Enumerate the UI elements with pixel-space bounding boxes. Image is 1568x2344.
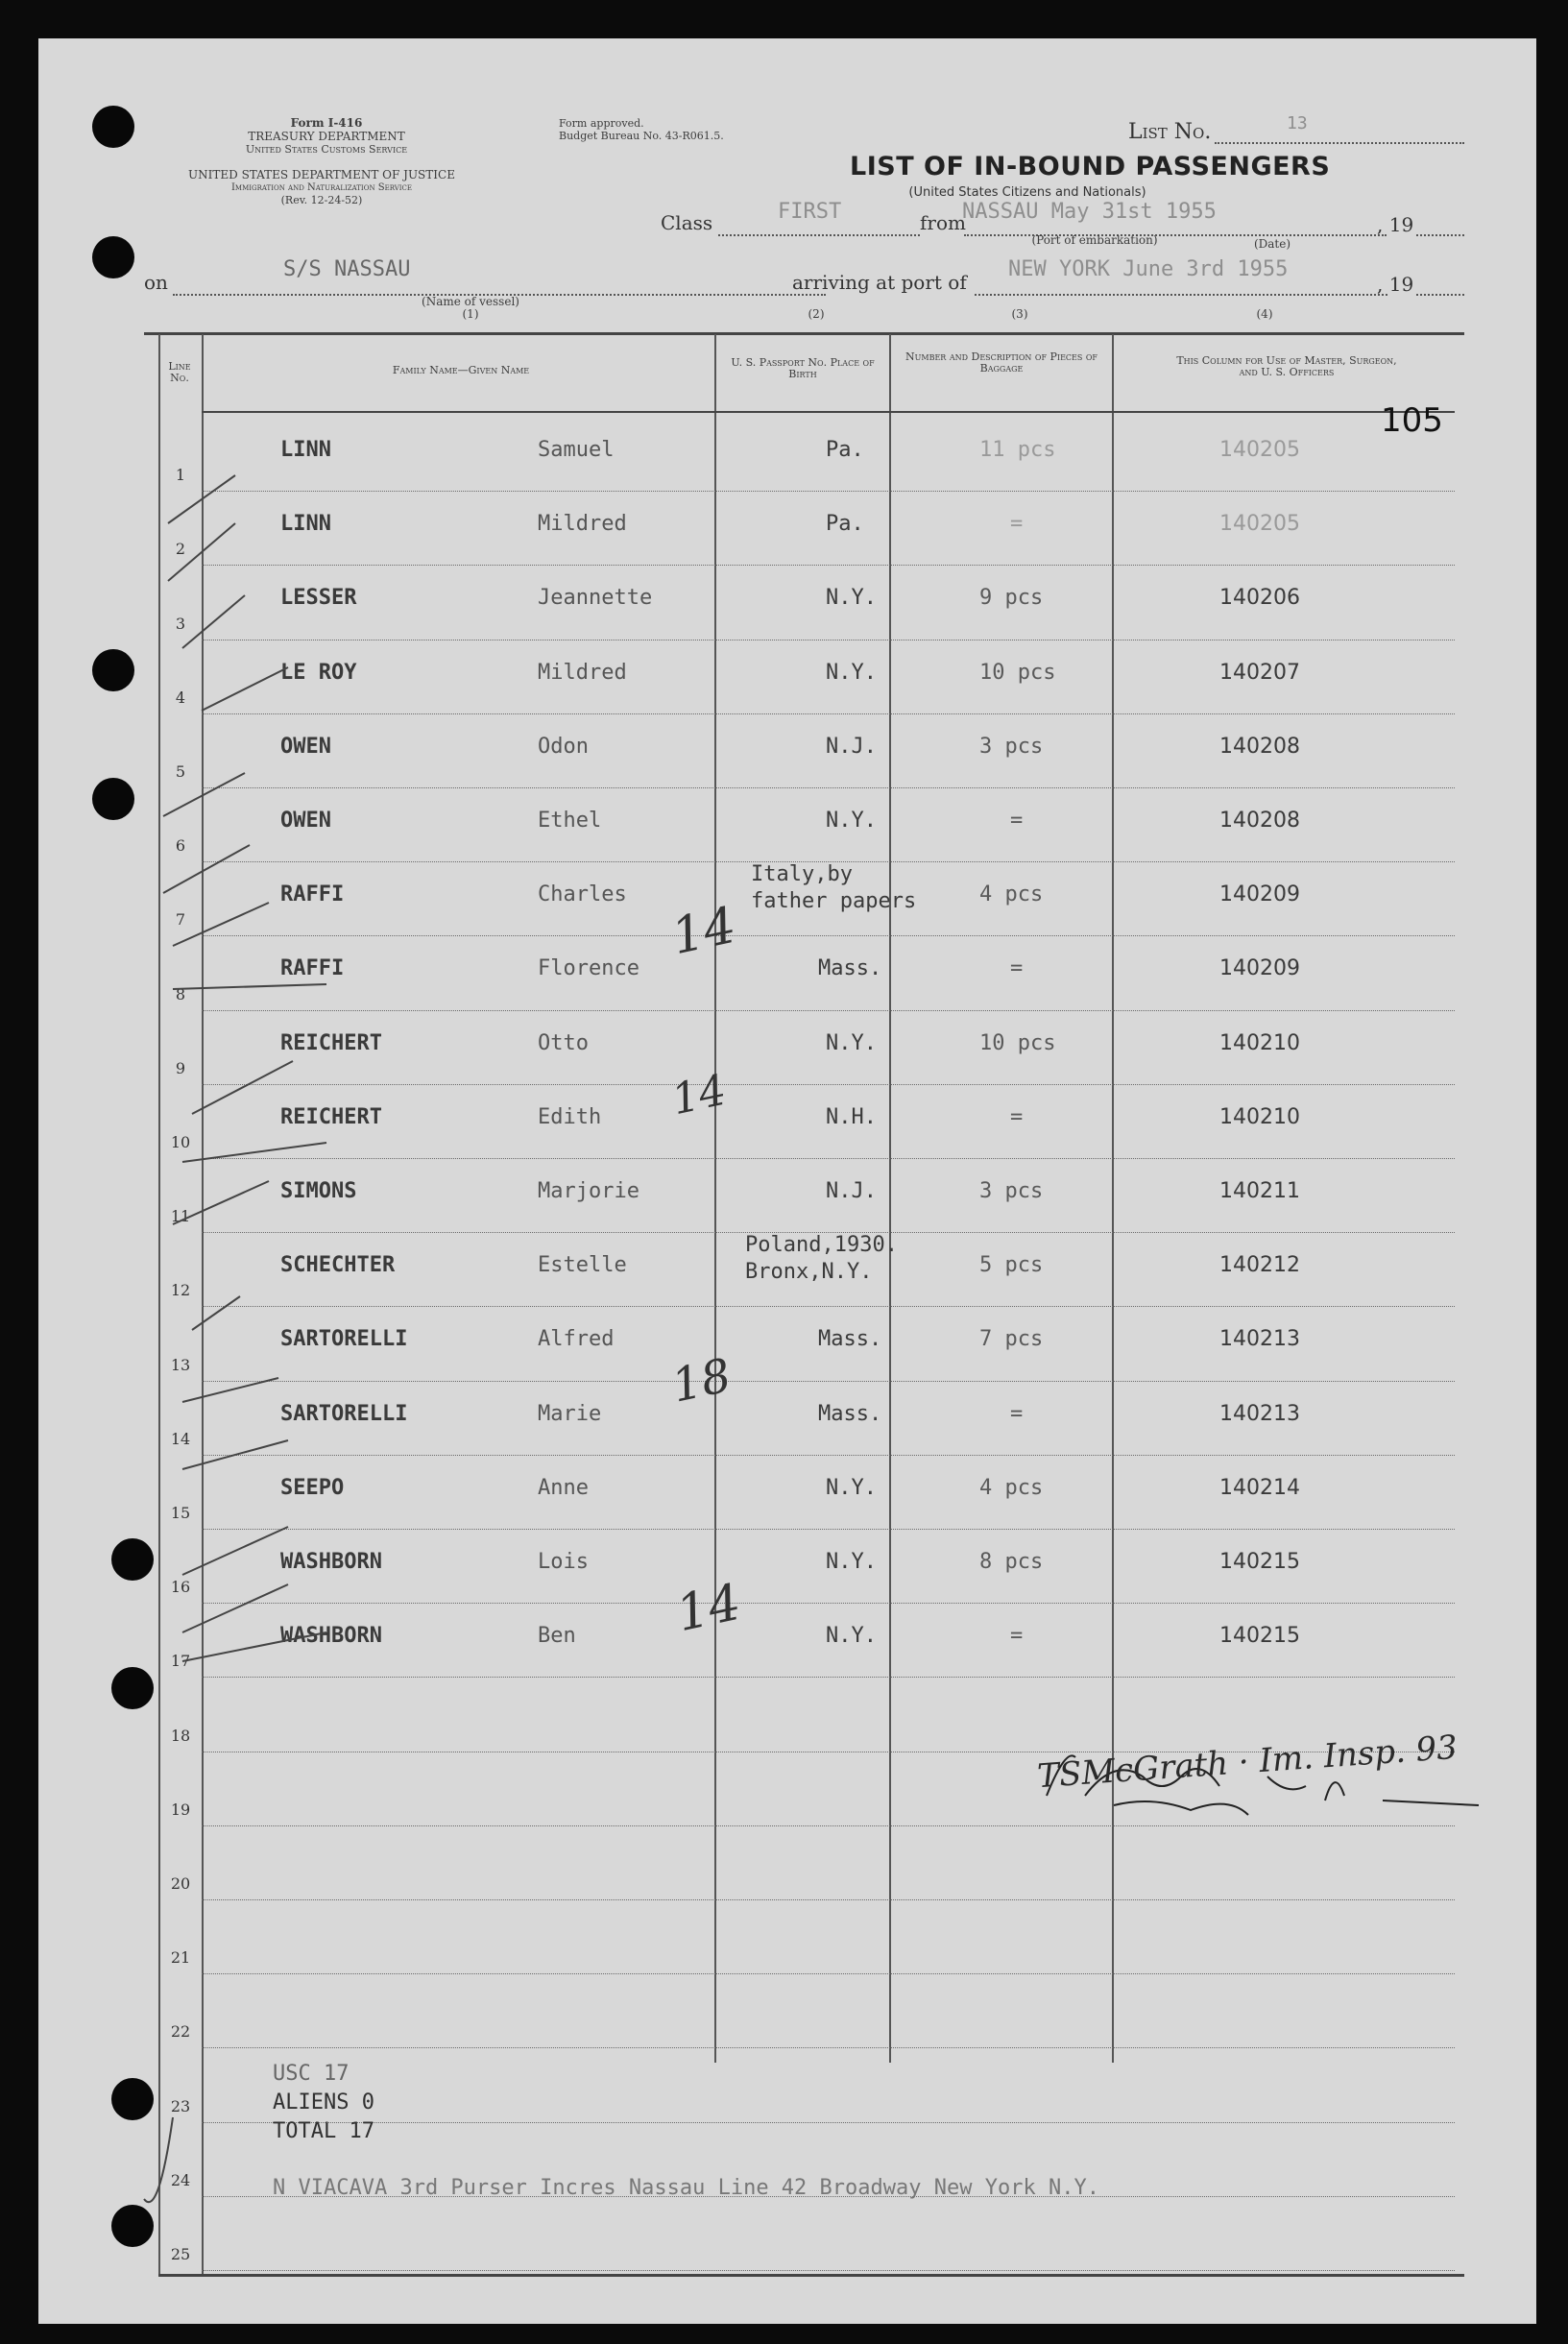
col-marker-1: (1): [462, 307, 479, 321]
page-subtitle: (United States Citizens and Nationals): [908, 185, 1146, 200]
passenger-given-name: Ben: [538, 1624, 576, 1649]
passenger-surname: WASHBORN: [280, 1624, 382, 1649]
passenger-given-name: Otto: [538, 1030, 589, 1055]
officer-number: 140213: [1219, 1327, 1300, 1352]
line-number: 19: [170, 1800, 191, 1819]
place-of-birth: N.J.: [826, 1179, 877, 1203]
place-of-birth: Mass.: [818, 1327, 882, 1352]
totals-aliens: ALIENS 0: [273, 2090, 374, 2114]
form-approved: Form approved.: [559, 117, 644, 130]
place-of-birth: N.J.: [826, 734, 877, 759]
line-number: 22: [170, 2022, 191, 2042]
page-number: 105: [1381, 401, 1443, 440]
year-label-1: , 19: [1377, 213, 1414, 236]
officer-number: 140205: [1219, 512, 1300, 537]
place-of-birth: Mass.: [818, 956, 882, 981]
line-number: 23: [170, 2096, 191, 2115]
list-no-value: 13: [1287, 113, 1308, 133]
passenger-given-name: Mildred: [538, 660, 627, 685]
place-of-birth: N.Y.: [826, 586, 877, 611]
revision-date: (Rev. 12-24-52): [280, 194, 363, 206]
from-value: NASSAU May 31st 1955: [962, 200, 1217, 224]
baggage-pieces: =: [1010, 512, 1024, 537]
officer-number: 140209: [1219, 956, 1300, 981]
passenger-given-name: Samuel: [538, 438, 615, 462]
officer-number: 140207: [1219, 660, 1300, 685]
baggage-pieces: 10 pcs: [979, 660, 1056, 685]
date-caption: (Date): [1253, 237, 1291, 251]
purser-line: N VIACAVA 3rd Purser Incres Nassau Line 42 Broadway New York N.Y.: [273, 2176, 1099, 2200]
baggage-pieces: =: [1010, 1401, 1024, 1426]
passenger-given-name: Alfred: [538, 1327, 615, 1352]
checkmark-strokes: [38, 38, 1536, 2324]
place-of-birth: N.Y.: [826, 1030, 877, 1055]
officer-number: 140214: [1219, 1475, 1300, 1500]
passenger-given-name: Florence: [538, 956, 639, 981]
passenger-surname: WASHBORN: [280, 1550, 382, 1574]
col-header-officers: This Column for Use of Master, Surgeon, and U. S. Officers: [1176, 354, 1397, 378]
line-number: 16: [170, 1578, 191, 1597]
passenger-surname: SARTORELLI: [280, 1327, 408, 1352]
line-number: 20: [170, 1874, 191, 1893]
line-number: 2: [175, 540, 186, 559]
baggage-pieces: =: [1010, 956, 1024, 981]
handwritten-mark-16: 14: [671, 1573, 746, 1644]
line-number: 18: [170, 1726, 191, 1745]
col-marker-2: (2): [808, 307, 825, 321]
col-header-line-no: Line No.: [168, 360, 191, 384]
line-number: 17: [170, 1652, 191, 1671]
officer-number: 140212: [1219, 1253, 1300, 1278]
line-number: 14: [170, 1429, 191, 1448]
baggage-pieces: 3 pcs: [979, 734, 1044, 759]
passenger-given-name: Ethel: [538, 809, 602, 833]
vessel-caption: (Name of vessel): [422, 295, 519, 308]
passenger-surname: LE ROY: [280, 660, 357, 685]
baggage-pieces: =: [1010, 1104, 1024, 1129]
passenger-surname: SCHECHTER: [280, 1253, 396, 1278]
place-of-birth: Mass.: [818, 1401, 882, 1426]
officer-number: 140206: [1219, 586, 1300, 611]
vessel-value: S/S NASSAU: [283, 257, 411, 281]
baggage-pieces: 10 pcs: [979, 1030, 1056, 1055]
handwritten-mark-9: 14: [667, 1065, 731, 1125]
officer-number: 140210: [1219, 1104, 1300, 1129]
handwritten-mark-13: 18: [666, 1348, 736, 1414]
line-number: 10: [170, 1133, 191, 1151]
col-marker-4: (4): [1256, 307, 1273, 321]
department-of-justice: UNITED STATES DEPARTMENT OF JUSTICE: [188, 168, 455, 181]
officer-number: 140215: [1219, 1624, 1300, 1649]
line-number: 3: [175, 614, 186, 633]
passenger-surname: REICHERT: [280, 1030, 382, 1055]
customs-service: United States Customs Service: [245, 143, 408, 156]
baggage-pieces: 8 pcs: [979, 1550, 1044, 1574]
passenger-surname: RAFFI: [280, 956, 345, 981]
signature-label: TSMcGrath · Im. Insp. 93: [1036, 1728, 1459, 1797]
baggage-pieces: 4 pcs: [979, 1475, 1044, 1500]
passenger-given-name: Marjorie: [538, 1179, 639, 1203]
line-number: 11: [170, 1207, 191, 1226]
line-number: 1: [175, 466, 186, 485]
line-number: 9: [175, 1058, 186, 1077]
baggage-pieces: 5 pcs: [979, 1253, 1044, 1278]
immigration-service: Immigration and Naturalization Service: [230, 182, 413, 193]
passenger-surname: LINN: [280, 512, 331, 537]
port-embarkation-caption: (Port of embarkation): [1031, 233, 1158, 247]
budget-bureau: Budget Bureau No. 43-R061.5.: [559, 130, 724, 142]
place-of-birth: Pa.: [826, 512, 864, 537]
treasury-department: TREASURY DEPARTMENT: [248, 130, 405, 143]
passenger-surname: SEEPO: [280, 1475, 345, 1500]
line-number: 7: [175, 910, 186, 930]
passenger-given-name: Charles: [538, 882, 627, 907]
line-number: 15: [170, 1504, 191, 1522]
passenger-given-name: Edith: [538, 1104, 602, 1129]
page-title: LIST OF IN-BOUND PASSENGERS: [850, 152, 1331, 181]
place-of-birth: N.Y.: [826, 1550, 877, 1574]
from-label: from: [920, 211, 966, 234]
line-number: 13: [170, 1355, 191, 1374]
baggage-pieces: 7 pcs: [979, 1327, 1044, 1352]
passenger-surname: SARTORELLI: [280, 1401, 408, 1426]
officer-number: 140205: [1219, 438, 1300, 462]
totals-usc: USC 17: [273, 2062, 350, 2086]
handwritten-mark-7: 14: [666, 896, 741, 967]
line-number: 12: [170, 1281, 191, 1300]
officer-number: 140208: [1219, 734, 1300, 759]
passenger-given-name: Mildred: [538, 512, 627, 537]
passenger-surname: RAFFI: [280, 882, 345, 907]
officer-number: 140209: [1219, 882, 1300, 907]
passenger-given-name: Odon: [538, 734, 589, 759]
officer-number: 140211: [1219, 1179, 1300, 1203]
place-of-birth: Poland,1930. Bronx,N.Y.: [745, 1233, 898, 1285]
col-header-passport: U. S. Passport No. Place of Birth: [731, 356, 875, 380]
baggage-pieces: 9 pcs: [979, 586, 1044, 611]
baggage-pieces: 11 pcs: [979, 438, 1056, 462]
place-of-birth: N.Y.: [826, 1475, 877, 1500]
place-of-birth: N.Y.: [826, 809, 877, 833]
list-no-label: List No.: [1128, 120, 1212, 144]
line-number: 5: [175, 762, 186, 781]
officer-number: 140210: [1219, 1030, 1300, 1055]
baggage-pieces: 4 pcs: [979, 882, 1044, 907]
col-header-name: Family Name—Given Name: [392, 364, 530, 376]
passenger-surname: SIMONS: [280, 1179, 357, 1203]
line-number: 25: [170, 2245, 191, 2263]
passenger-given-name: Anne: [538, 1475, 589, 1500]
place-of-birth: N.Y.: [826, 660, 877, 685]
class-label: Class: [661, 211, 713, 234]
baggage-pieces: =: [1010, 809, 1024, 833]
baggage-pieces: =: [1010, 1624, 1024, 1649]
passenger-surname: LINN: [280, 438, 331, 462]
passenger-given-name: Jeannette: [538, 586, 653, 611]
on-label: on: [144, 271, 168, 294]
totals-total: TOTAL 17: [273, 2119, 374, 2143]
col-header-baggage: Number and Description of Pieces of Baggage: [905, 350, 1098, 375]
col-marker-3: (3): [1011, 307, 1028, 321]
officer-number: 140208: [1219, 809, 1300, 833]
document-page: [38, 38, 1536, 2324]
place-of-birth: N.Y.: [826, 1624, 877, 1649]
passenger-surname: OWEN: [280, 809, 331, 833]
officer-number: 140213: [1219, 1401, 1300, 1426]
passenger-given-name: Marie: [538, 1401, 602, 1426]
officer-number: 140215: [1219, 1550, 1300, 1574]
form-number: Form I-416: [290, 116, 363, 130]
line-number: 4: [175, 688, 186, 707]
year-label-2: , 19: [1377, 273, 1414, 296]
passenger-given-name: Lois: [538, 1550, 589, 1574]
line-number: 24: [170, 2170, 191, 2189]
passenger-surname: OWEN: [280, 734, 331, 759]
place-of-birth: Italy,by father papers: [751, 862, 917, 914]
passenger-given-name: Estelle: [538, 1253, 627, 1278]
place-of-birth: N.H.: [826, 1104, 877, 1129]
class-value: FIRST: [778, 200, 842, 224]
arriving-label: arriving at port of: [792, 271, 967, 294]
arriving-value: NEW YORK June 3rd 1955: [1008, 257, 1289, 281]
place-of-birth: Pa.: [826, 438, 864, 462]
line-number: 6: [175, 836, 186, 856]
baggage-pieces: 3 pcs: [979, 1179, 1044, 1203]
passenger-surname: LESSER: [280, 586, 357, 611]
line-number: 8: [175, 984, 186, 1003]
line-number: 21: [170, 1948, 191, 1968]
passenger-surname: REICHERT: [280, 1104, 382, 1129]
